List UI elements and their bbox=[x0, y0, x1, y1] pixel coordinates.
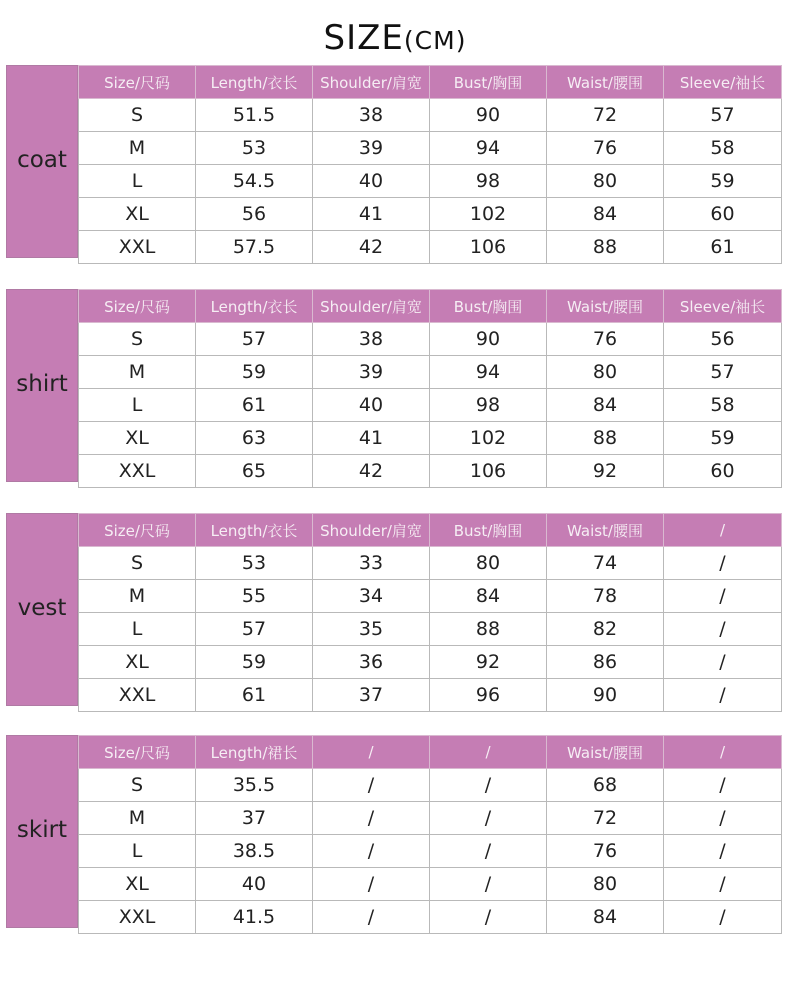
measurement-cell: 68 bbox=[547, 769, 664, 802]
size-cell: XL bbox=[79, 868, 196, 901]
column-header: / bbox=[313, 736, 430, 769]
measurement-cell: / bbox=[664, 679, 782, 712]
column-header: Sleeve/袖长 bbox=[664, 66, 782, 99]
measurement-cell: 33 bbox=[313, 547, 430, 580]
column-header: Size/尺码 bbox=[79, 514, 196, 547]
table-row bbox=[79, 231, 782, 264]
garment-label: shirt bbox=[16, 370, 68, 397]
measurement-cell: / bbox=[430, 769, 547, 802]
column-header: Size/尺码 bbox=[79, 290, 196, 323]
measurement-cell: 94 bbox=[430, 132, 547, 165]
measurement-cell: 92 bbox=[430, 646, 547, 679]
table-row bbox=[79, 580, 782, 613]
measurement-cell: 60 bbox=[664, 198, 782, 231]
table-row bbox=[79, 547, 782, 580]
column-header: Waist/腰围 bbox=[547, 514, 664, 547]
column-header: Length/裙长 bbox=[196, 736, 313, 769]
table-row bbox=[79, 99, 782, 132]
measurement-cell: 57.5 bbox=[196, 231, 313, 264]
measurement-cell: 98 bbox=[430, 389, 547, 422]
measurement-cell: 76 bbox=[547, 835, 664, 868]
measurement-cell: 76 bbox=[547, 323, 664, 356]
measurement-cell: 61 bbox=[196, 389, 313, 422]
size-cell: XL bbox=[79, 198, 196, 231]
table-row bbox=[79, 868, 782, 901]
size-cell: M bbox=[79, 580, 196, 613]
measurement-cell: / bbox=[664, 547, 782, 580]
measurement-cell: / bbox=[664, 868, 782, 901]
measurement-cell: 35 bbox=[313, 613, 430, 646]
size-cell: L bbox=[79, 165, 196, 198]
header-row bbox=[79, 736, 782, 769]
measurement-cell: 35.5 bbox=[196, 769, 313, 802]
column-header: Shoulder/肩宽 bbox=[313, 290, 430, 323]
measurement-cell: 102 bbox=[430, 198, 547, 231]
column-header: Length/衣长 bbox=[196, 290, 313, 323]
measurement-cell: 38 bbox=[313, 99, 430, 132]
measurement-cell: 74 bbox=[547, 547, 664, 580]
measurement-cell: 36 bbox=[313, 646, 430, 679]
measurement-cell: 92 bbox=[547, 455, 664, 488]
measurement-cell: 63 bbox=[196, 422, 313, 455]
measurement-cell: 57 bbox=[196, 613, 313, 646]
measurement-cell: 40 bbox=[196, 868, 313, 901]
column-header: Waist/腰围 bbox=[547, 736, 664, 769]
measurement-cell: 41.5 bbox=[196, 901, 313, 934]
column-header: Sleeve/袖长 bbox=[664, 290, 782, 323]
table-row bbox=[79, 132, 782, 165]
measurement-cell: / bbox=[313, 835, 430, 868]
measurement-cell: 34 bbox=[313, 580, 430, 613]
table-row bbox=[79, 356, 782, 389]
measurement-cell: 53 bbox=[196, 132, 313, 165]
measurement-cell: 80 bbox=[547, 165, 664, 198]
size-cell: S bbox=[79, 99, 196, 132]
measurement-cell: 94 bbox=[430, 356, 547, 389]
measurement-cell: 72 bbox=[547, 802, 664, 835]
measurement-cell: 80 bbox=[547, 356, 664, 389]
measurement-cell: 82 bbox=[547, 613, 664, 646]
garment-label: coat bbox=[17, 146, 67, 173]
measurement-cell: / bbox=[313, 868, 430, 901]
measurement-cell: 39 bbox=[313, 132, 430, 165]
table-row bbox=[79, 835, 782, 868]
measurement-cell: 58 bbox=[664, 132, 782, 165]
header-row bbox=[79, 66, 782, 99]
size-cell: L bbox=[79, 389, 196, 422]
measurement-cell: 37 bbox=[196, 802, 313, 835]
measurement-cell: 80 bbox=[547, 868, 664, 901]
table-row bbox=[79, 165, 782, 198]
measurement-cell: 84 bbox=[547, 198, 664, 231]
measurement-cell: 96 bbox=[430, 679, 547, 712]
measurement-cell: 84 bbox=[430, 580, 547, 613]
measurement-cell: 90 bbox=[547, 679, 664, 712]
measurement-cell: 72 bbox=[547, 99, 664, 132]
size-cell: XL bbox=[79, 646, 196, 679]
measurement-cell: 58 bbox=[664, 389, 782, 422]
column-header: Size/尺码 bbox=[79, 66, 196, 99]
column-header: / bbox=[664, 514, 782, 547]
table-row bbox=[79, 646, 782, 679]
measurement-cell: 38.5 bbox=[196, 835, 313, 868]
measurement-cell: 84 bbox=[547, 901, 664, 934]
measurement-cell: 106 bbox=[430, 455, 547, 488]
measurement-cell: 42 bbox=[313, 455, 430, 488]
measurement-cell: 38 bbox=[313, 323, 430, 356]
measurement-cell: 53 bbox=[196, 547, 313, 580]
measurement-cell: 90 bbox=[430, 99, 547, 132]
table-row bbox=[79, 769, 782, 802]
size-cell: XXL bbox=[79, 901, 196, 934]
size-cell: XXL bbox=[79, 455, 196, 488]
page-title bbox=[0, 18, 790, 58]
column-header: / bbox=[664, 736, 782, 769]
measurement-cell: 88 bbox=[430, 613, 547, 646]
size-grid bbox=[78, 65, 782, 264]
measurement-cell: 78 bbox=[547, 580, 664, 613]
garment-label-cell bbox=[6, 289, 78, 482]
garment-label-cell bbox=[6, 65, 78, 258]
measurement-cell: 90 bbox=[430, 323, 547, 356]
measurement-cell: 37 bbox=[313, 679, 430, 712]
measurement-cell: 61 bbox=[664, 231, 782, 264]
table-row bbox=[79, 455, 782, 488]
table-row bbox=[79, 323, 782, 356]
size-cell: XXL bbox=[79, 679, 196, 712]
table-row bbox=[79, 389, 782, 422]
size-cell: L bbox=[79, 613, 196, 646]
measurement-cell: 65 bbox=[196, 455, 313, 488]
size-cell: L bbox=[79, 835, 196, 868]
measurement-cell: / bbox=[664, 835, 782, 868]
size-cell: XL bbox=[79, 422, 196, 455]
column-header: Bust/胸围 bbox=[430, 290, 547, 323]
table-row bbox=[79, 198, 782, 231]
measurement-cell: / bbox=[430, 868, 547, 901]
column-header: Bust/胸围 bbox=[430, 514, 547, 547]
measurement-cell: 59 bbox=[664, 165, 782, 198]
measurement-cell: 84 bbox=[547, 389, 664, 422]
size-grid bbox=[78, 513, 782, 712]
column-header: Waist/腰围 bbox=[547, 66, 664, 99]
size-cell: M bbox=[79, 132, 196, 165]
measurement-cell: 55 bbox=[196, 580, 313, 613]
size-cell: M bbox=[79, 802, 196, 835]
size-grid bbox=[78, 289, 782, 488]
measurement-cell: 88 bbox=[547, 422, 664, 455]
measurement-cell: 59 bbox=[196, 356, 313, 389]
measurement-cell: 56 bbox=[196, 198, 313, 231]
table-row bbox=[79, 802, 782, 835]
measurement-cell: 60 bbox=[664, 455, 782, 488]
measurement-cell: / bbox=[430, 835, 547, 868]
garment-label: vest bbox=[17, 594, 67, 621]
measurement-cell: 57 bbox=[196, 323, 313, 356]
measurement-cell: / bbox=[313, 769, 430, 802]
header-row bbox=[79, 290, 782, 323]
measurement-cell: / bbox=[430, 802, 547, 835]
measurement-cell: 106 bbox=[430, 231, 547, 264]
size-cell: S bbox=[79, 769, 196, 802]
measurement-cell: 80 bbox=[430, 547, 547, 580]
measurement-cell: 42 bbox=[313, 231, 430, 264]
measurement-cell: / bbox=[664, 901, 782, 934]
table-row bbox=[79, 422, 782, 455]
measurement-cell: / bbox=[664, 613, 782, 646]
size-cell: M bbox=[79, 356, 196, 389]
page-title-main: SIZE bbox=[323, 18, 404, 58]
measurement-cell: 57 bbox=[664, 99, 782, 132]
measurement-cell: 40 bbox=[313, 165, 430, 198]
measurement-cell: 86 bbox=[547, 646, 664, 679]
table-row bbox=[79, 613, 782, 646]
size-cell: S bbox=[79, 323, 196, 356]
header-row bbox=[79, 514, 782, 547]
garment-label: skirt bbox=[16, 816, 68, 843]
measurement-cell: 57 bbox=[664, 356, 782, 389]
measurement-cell: 51.5 bbox=[196, 99, 313, 132]
measurement-cell: 41 bbox=[313, 422, 430, 455]
measurement-cell: 39 bbox=[313, 356, 430, 389]
measurement-cell: / bbox=[313, 802, 430, 835]
measurement-cell: 54.5 bbox=[196, 165, 313, 198]
measurement-cell: / bbox=[664, 769, 782, 802]
column-header: / bbox=[430, 736, 547, 769]
measurement-cell: 40 bbox=[313, 389, 430, 422]
measurement-cell: 59 bbox=[196, 646, 313, 679]
garment-label-cell bbox=[6, 513, 78, 706]
measurement-cell: 98 bbox=[430, 165, 547, 198]
size-grid bbox=[78, 735, 782, 934]
measurement-cell: 41 bbox=[313, 198, 430, 231]
table-row bbox=[79, 901, 782, 934]
table-row bbox=[79, 679, 782, 712]
page-title-unit: (CM) bbox=[403, 26, 467, 55]
column-header: Shoulder/肩宽 bbox=[313, 66, 430, 99]
column-header: Bust/胸围 bbox=[430, 66, 547, 99]
column-header: Size/尺码 bbox=[79, 736, 196, 769]
garment-label-cell bbox=[6, 735, 78, 928]
size-cell: XXL bbox=[79, 231, 196, 264]
measurement-cell: / bbox=[430, 901, 547, 934]
column-header: Length/衣长 bbox=[196, 514, 313, 547]
measurement-cell: / bbox=[664, 646, 782, 679]
column-header: Shoulder/肩宽 bbox=[313, 514, 430, 547]
measurement-cell: 76 bbox=[547, 132, 664, 165]
measurement-cell: / bbox=[664, 802, 782, 835]
measurement-cell: 59 bbox=[664, 422, 782, 455]
size-cell: S bbox=[79, 547, 196, 580]
measurement-cell: 88 bbox=[547, 231, 664, 264]
measurement-cell: 56 bbox=[664, 323, 782, 356]
measurement-cell: 102 bbox=[430, 422, 547, 455]
column-header: Length/衣长 bbox=[196, 66, 313, 99]
measurement-cell: / bbox=[313, 901, 430, 934]
column-header: Waist/腰围 bbox=[547, 290, 664, 323]
measurement-cell: 61 bbox=[196, 679, 313, 712]
measurement-cell: / bbox=[664, 580, 782, 613]
